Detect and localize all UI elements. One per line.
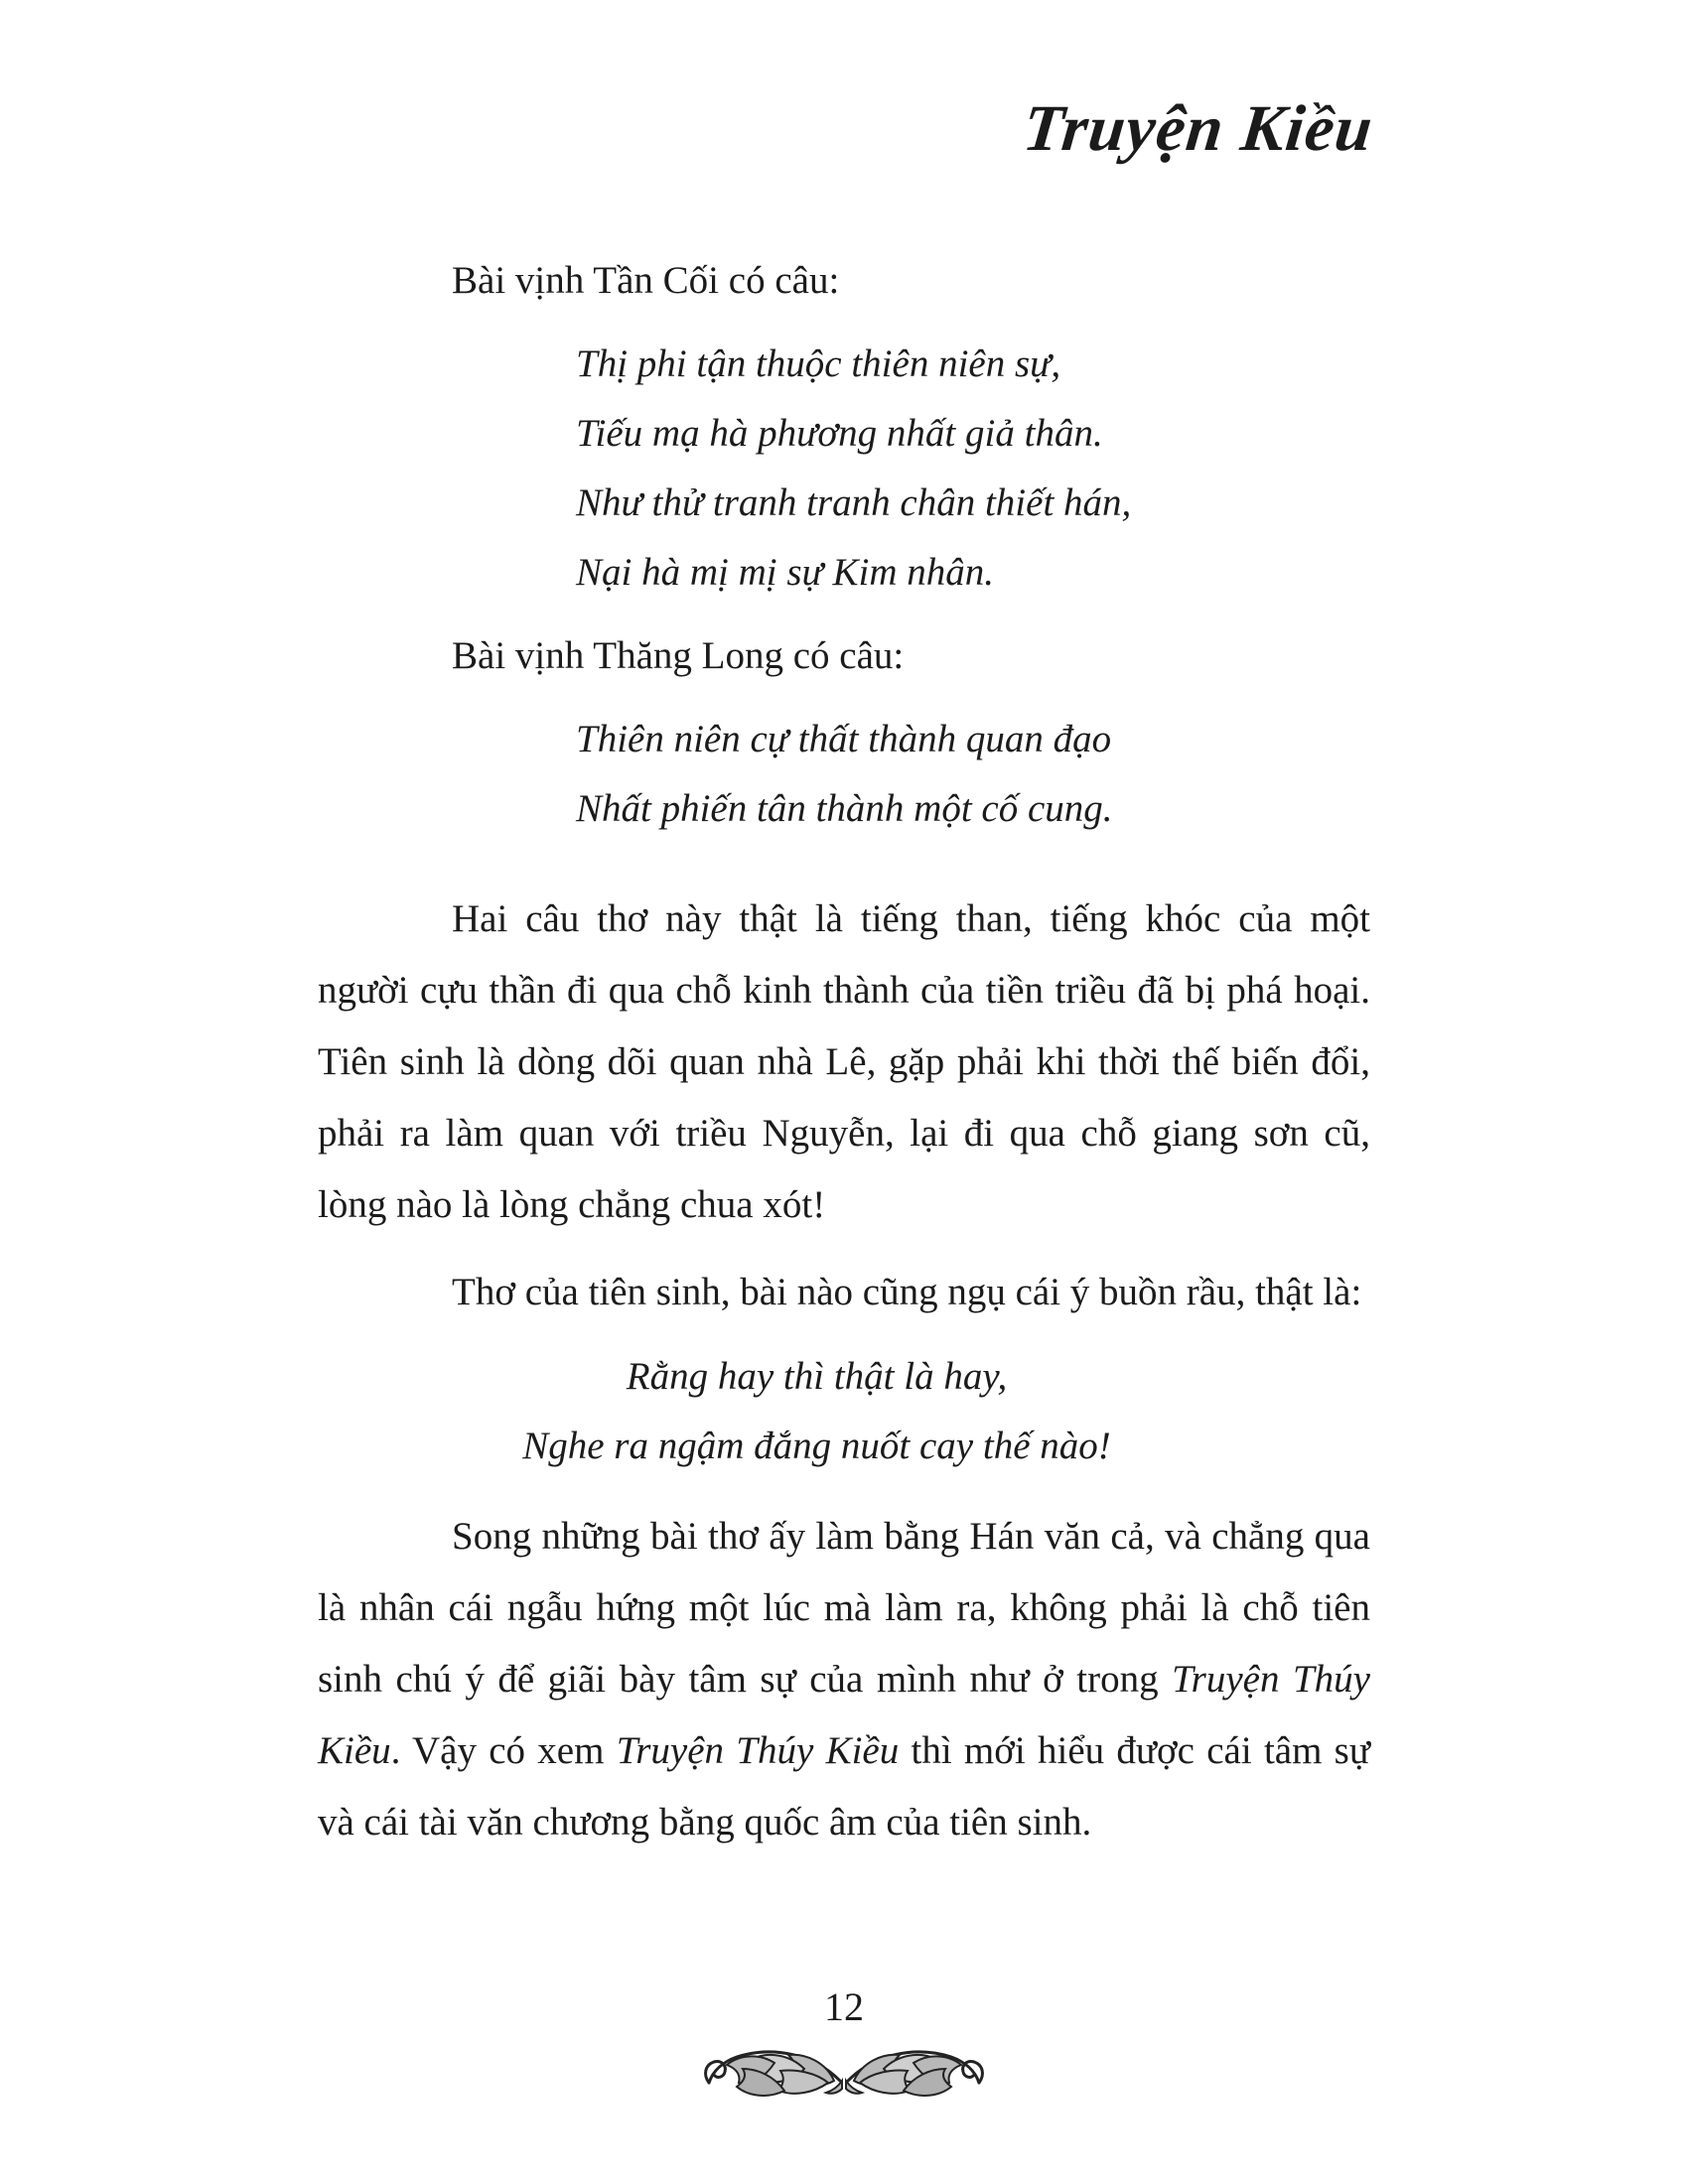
page-number: 12 — [824, 1984, 864, 2029]
couplet-rang-hay — [318, 1342, 1370, 1481]
book-title-mention: Truyện Thúy Kiều — [616, 1729, 900, 1772]
poem-line: Nhất phiến tân thành một cố cung. — [576, 787, 1113, 830]
poem-line: Nại hà mị mị sự Kim nhân. — [576, 551, 995, 594]
paragraph-hai-cau: Hai câu thơ này thật là tiếng than, tiếng khóc của một người cựu thần đi qua chỗ kinh thành của tiền triều đã bị phá hoại. Tiên sinh là dòng dõi quan nhà Lê, gặp phải khi thời thế biến đổi, phải ra làm quan với triều Nguyễn, lại đi qua chỗ giang sơn cũ, lòng nào là lòng chẳng chua xót! — [318, 897, 1370, 1226]
couplet-line: Rằng hay thì thật là hay, — [626, 1355, 1008, 1398]
intro-line-thang-long: Bài vịnh Thăng Long có câu: — [452, 634, 905, 677]
couplet-line: Nghe ra ngậm đắng nuốt cay thế nào! — [522, 1425, 1111, 1467]
poem-thang-long — [576, 705, 1370, 844]
page-text-column — [318, 246, 1370, 1858]
poem-line: Như thử tranh tranh chân thiết hán, — [576, 481, 1132, 524]
paragraph-text: . Vậy có xem — [390, 1729, 617, 1772]
acanthus-flourish-icon — [695, 2033, 993, 2111]
paragraph-text: thì mới hiểu được cái tâm sự và cái tài văn chương bằng quốc âm của tiên sinh. — [318, 1729, 1371, 1843]
paragraph-tho-cua: Thơ của tiên sinh, bài nào cũng ngụ cái ý buồn rầu, thật là: — [452, 1271, 1362, 1313]
page-footer — [0, 1985, 1688, 2116]
poem-line: Thiên niên cự thất thành quan đạo — [576, 718, 1112, 760]
intro-line-tan-coi: Bài vịnh Tần Cối có câu: — [452, 259, 840, 302]
paragraph-song-nhung — [318, 1501, 1370, 1858]
book-title-mention: Truyện Thúy Kiều — [318, 1658, 1370, 1772]
running-header-title: Truyện Kiều — [1019, 92, 1376, 165]
poem-line: Tiếu mạ hà phương nhất giả thân. — [576, 412, 1103, 455]
poem-line: Thị phi tận thuộc thiên niên sự, — [576, 342, 1061, 385]
poem-tan-coi — [576, 330, 1370, 608]
paragraph-text: Song những bài thơ ấy làm bằng Hán văn cả, và chẳng qua là nhân cái ngẫu hứng một lúc mà làm ra, không phải là chỗ tiên sinh chú ý để giãi bày tâm sự của mình như ở trong — [318, 1515, 1370, 1701]
